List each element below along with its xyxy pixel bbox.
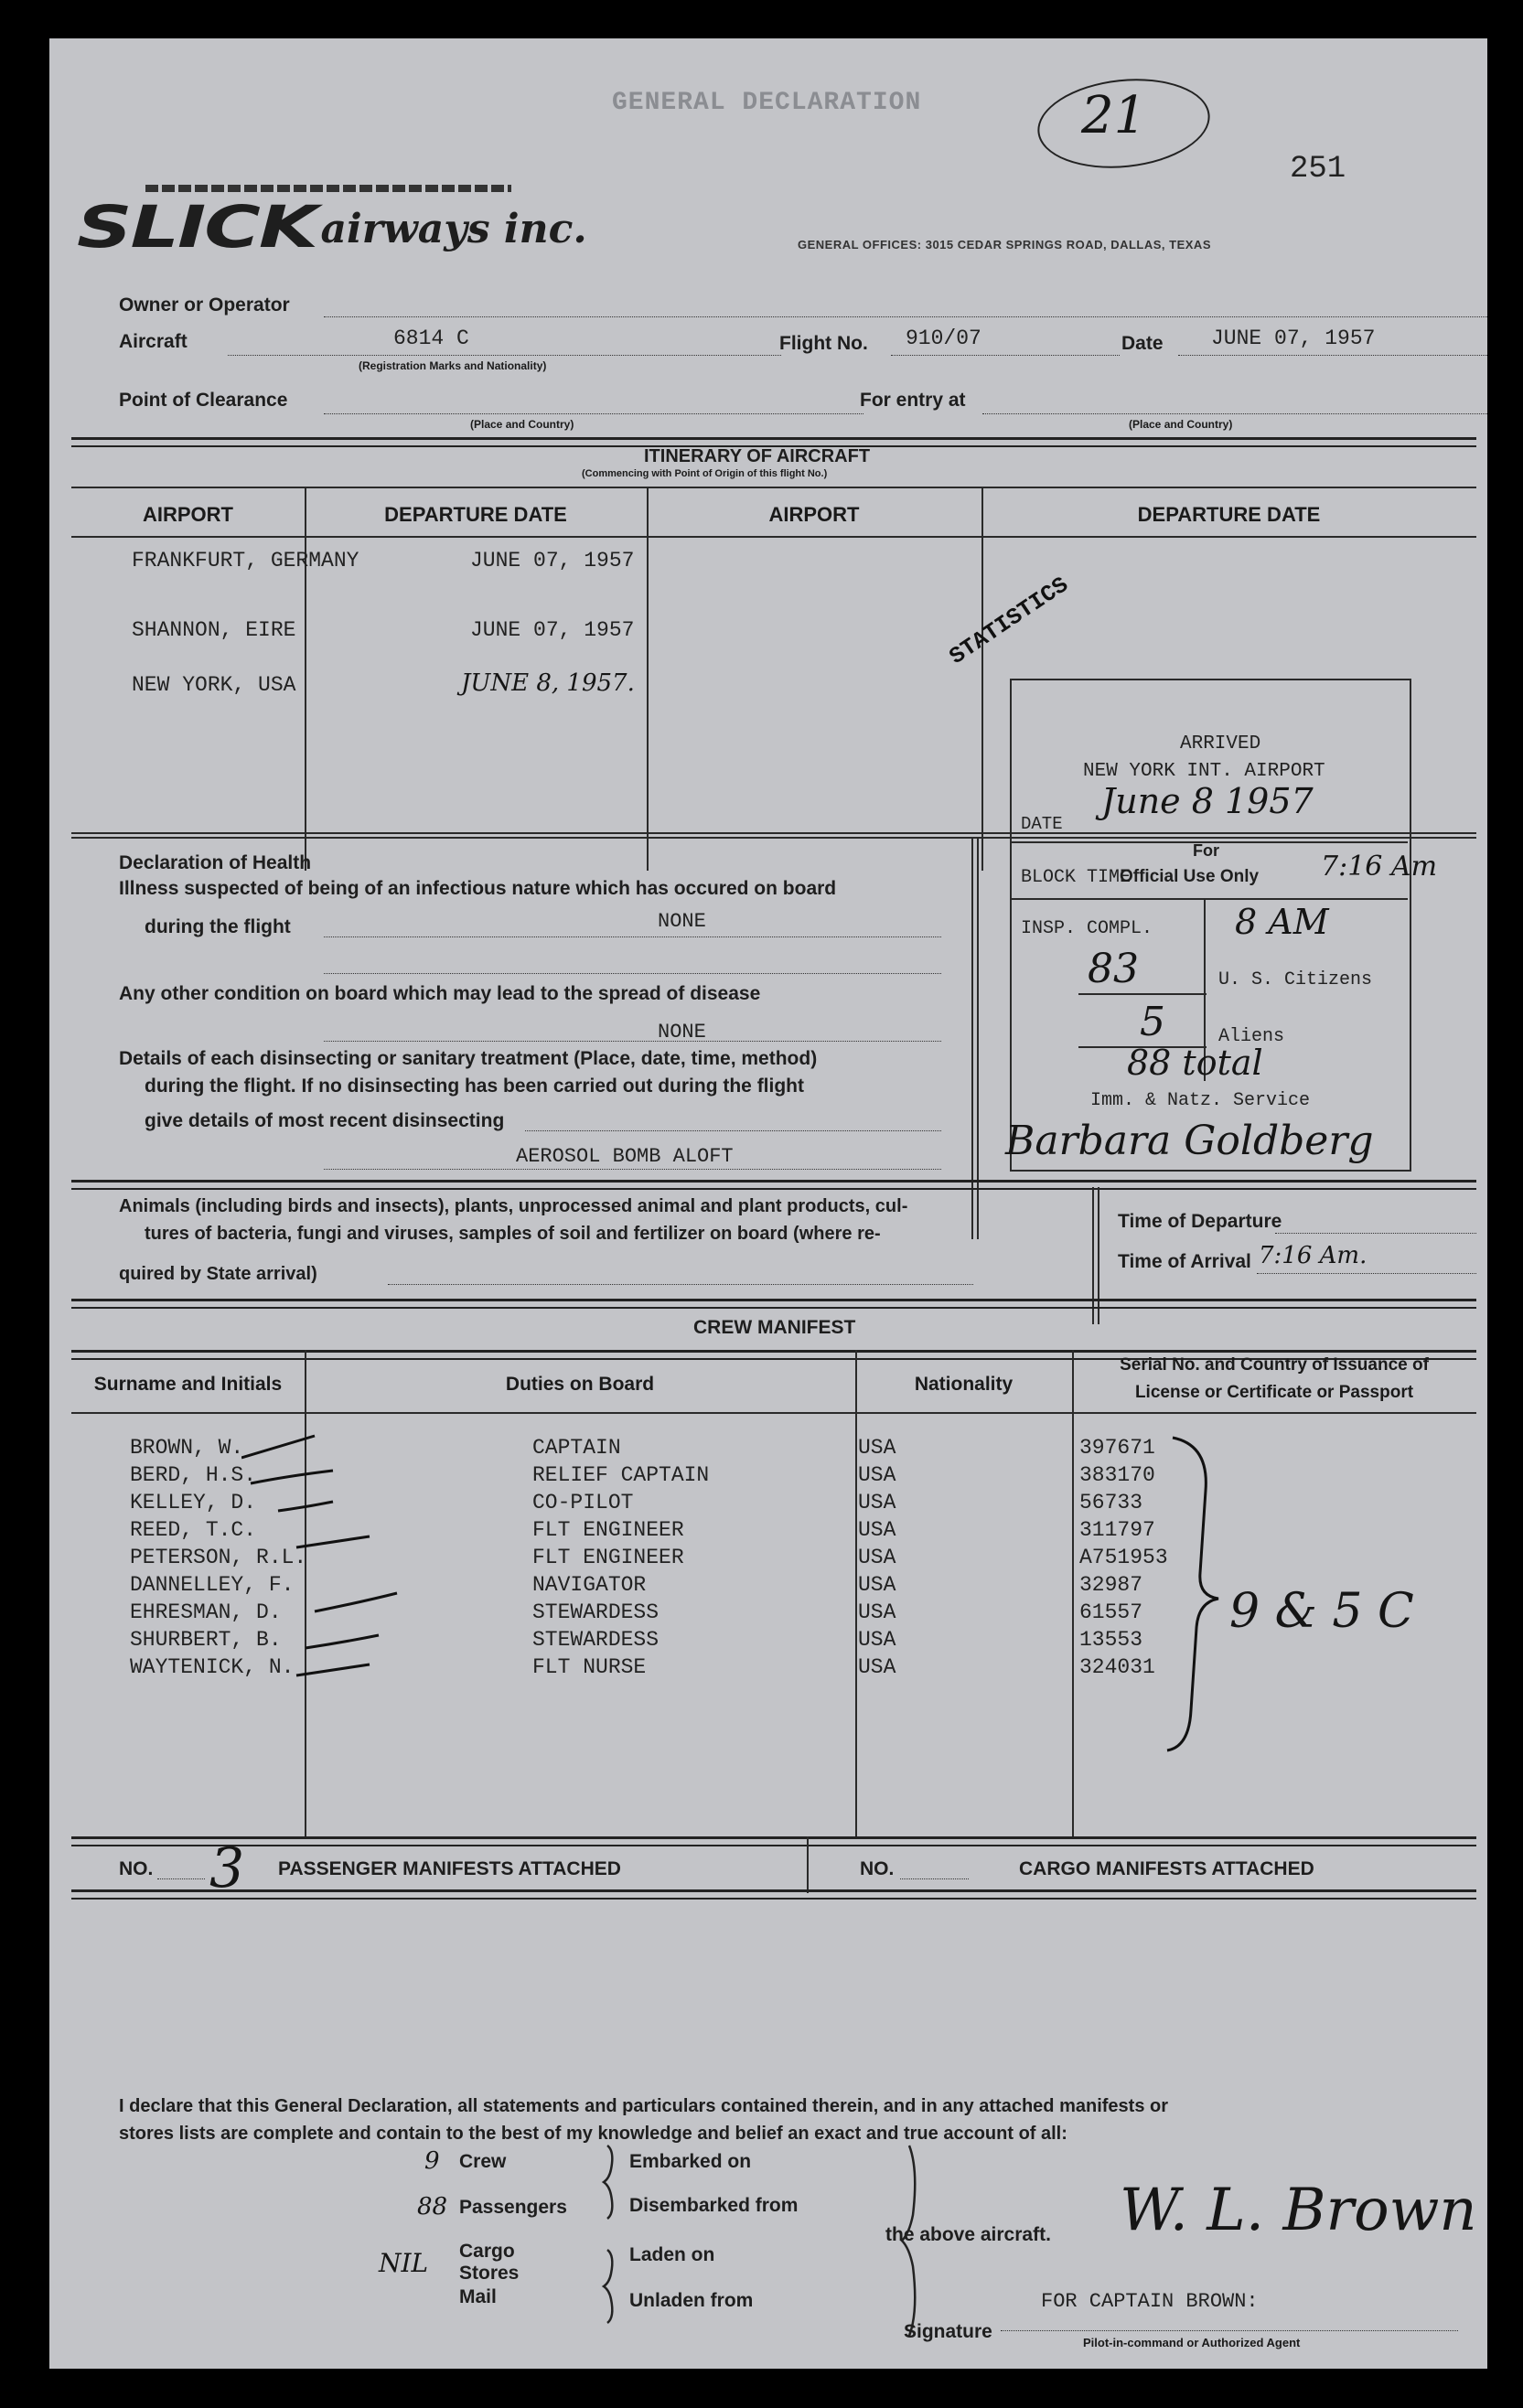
passenger-count: 3	[209, 1836, 245, 1900]
passenger-count-hand: 88	[417, 2193, 448, 2221]
arrival-time-label: Time of Arrival	[1118, 1251, 1251, 1272]
crew-header-name: Surname and Initials	[93, 1374, 283, 1395]
itinerary-row-1-airport: FRANKFURT, GERMANY	[132, 549, 359, 573]
crew-nationality: USA	[858, 1600, 896, 1624]
crew-count-label: Crew	[459, 2151, 507, 2172]
arrival-time-hand: 7:16 Am.	[1259, 1242, 1367, 1269]
block-time-hand: 7:16 Am	[1321, 851, 1438, 883]
registration-note: (Registration Marks and Nationality)	[359, 359, 547, 372]
crew-name: BROWN, W.	[130, 1436, 244, 1460]
crew-duty: CAPTAIN	[532, 1436, 621, 1460]
stamp-date-hand: June 8 1957	[1101, 781, 1314, 821]
crew-nationality: USA	[858, 1628, 896, 1652]
office-line: GENERAL OFFICES: 3015 CEDAR SPRINGS ROAD, DALLAS, TEXAS	[798, 238, 1211, 252]
crew-nationality: USA	[858, 1518, 896, 1542]
crew-serial: A751953	[1079, 1546, 1168, 1569]
crew-serial: 32987	[1079, 1573, 1143, 1597]
crew-header-serial-2: License or Certificate or Passport	[1134, 1383, 1414, 1402]
flight-value: 910/07	[906, 326, 981, 350]
declaration-form	[49, 38, 1487, 2369]
brand-main: SLICK	[77, 193, 317, 261]
aircraft-value: 6814 C	[393, 326, 469, 350]
entry-place-note: (Place and Country)	[1129, 418, 1233, 431]
disinfect-question-2: during the flight. If no disinsecting has been carried out during the flight	[145, 1076, 805, 1097]
circled-number-text: 21	[1081, 86, 1147, 145]
crew-bracket-note: 9 & 5 C	[1229, 1584, 1414, 1639]
itinerary-header-airport-1: AIRPORT	[143, 503, 233, 526]
itinerary-subtitle: (Commencing with Point of Origin of this flight No.)	[582, 468, 828, 479]
animals-question-3: quired by State arrival)	[119, 1264, 317, 1284]
crew-header-serial-1: Serial No. and Country of Issuance of	[1120, 1355, 1429, 1375]
service-label: Imm. & Natz. Service	[1090, 1090, 1311, 1111]
passenger-count-label: Passengers	[459, 2197, 567, 2218]
crew-serial: 311797	[1079, 1518, 1155, 1542]
crew-duty: STEWARDESS	[532, 1600, 660, 1624]
date-label: Date	[1121, 333, 1164, 354]
nil-hand: NIL	[379, 2248, 429, 2278]
crew-nationality: USA	[858, 1436, 896, 1460]
unladen-label: Unladen from	[629, 2290, 754, 2311]
officer-signature: Barbara Goldberg	[1005, 1118, 1374, 1164]
insp-label: INSP. COMPL.	[1021, 918, 1153, 939]
pilot-note: Pilot-in-command or Authorized Agent	[1083, 2336, 1301, 2349]
cargo-manifests-label: CARGO MANIFESTS ATTACHED	[1019, 1858, 1314, 1879]
crew-name: WAYTENICK, N.	[130, 1655, 295, 1679]
mail-label: Mail	[459, 2286, 497, 2307]
other-condition-question: Any other condition on board which may lead to the spread of disease	[119, 983, 761, 1004]
itinerary-header-date-2: DEPARTURE DATE	[1137, 503, 1321, 526]
itinerary-title: ITINERARY OF AIRCRAFT	[644, 446, 871, 466]
crew-check-marks	[241, 1429, 479, 1694]
clearance-label: Point of Clearance	[119, 390, 288, 411]
disinfect-question-3: give details of most recent disinsecting	[145, 1110, 505, 1131]
date-value: JUNE 07, 1957	[1211, 326, 1376, 350]
captain-signature: W. L. Brown	[1120, 2177, 1477, 2244]
crew-name: KELLEY, D.	[130, 1491, 257, 1514]
crew-duty: NAVIGATOR	[532, 1573, 647, 1597]
disinfect-value: AEROSOL BOMB ALOFT	[516, 1145, 734, 1168]
crew-nationality: USA	[858, 1491, 896, 1514]
animals-question-2: tures of bacteria, fungi and viruses, samples of soil and fertilizer on board (where re-	[145, 1224, 881, 1244]
laden-label: Laden on	[629, 2244, 715, 2265]
page-number: 251	[1290, 152, 1346, 187]
health-title: Declaration of Health	[119, 852, 312, 873]
insp-hand: 8 AM	[1235, 902, 1329, 942]
animals-question-1: Animals (including birds and insects), plants, unprocessed animal and plant products, cul-	[119, 1196, 908, 1216]
embarked-label: Embarked on	[629, 2151, 752, 2172]
block-time-label: BLOCK TIME	[1021, 867, 1132, 888]
crew-serial: 383170	[1079, 1463, 1155, 1487]
disembarked-label: Disembarked from	[629, 2195, 799, 2216]
crew-serial: 13553	[1079, 1628, 1143, 1652]
illness-value: NONE	[658, 910, 706, 933]
itinerary-row-2-airport: SHANNON, EIRE	[132, 618, 296, 642]
disinfect-question-1: Details of each disinsecting or sanitary treatment (Place, date, time, method)	[119, 1048, 818, 1069]
crew-brace	[1164, 1436, 1228, 1765]
crew-count-hand: 9	[424, 2147, 440, 2175]
itinerary-header-airport-2: AIRPORT	[768, 503, 860, 526]
crew-serial: 61557	[1079, 1600, 1143, 1624]
statistics-stamp: STATISTICS	[944, 572, 1074, 670]
total-hand: 88 total	[1127, 1043, 1263, 1083]
itinerary-row-2-date: JUNE 07, 1957	[470, 618, 635, 642]
us-label: U. S. Citizens	[1218, 969, 1373, 990]
flight-label: Flight No.	[779, 333, 868, 354]
for-captain-text: FOR CAPTAIN BROWN:	[1041, 2290, 1259, 2313]
brand-suffix: airways inc.	[320, 206, 587, 252]
crew-serial: 324031	[1079, 1655, 1155, 1679]
crew-name: BERD, H.S.	[130, 1463, 257, 1487]
passenger-manifests-label: PASSENGER MANIFESTS ATTACHED	[278, 1858, 621, 1879]
itinerary-row-3-date: JUNE 8, 1957.	[461, 669, 635, 697]
crew-serial: 56733	[1079, 1491, 1143, 1514]
us-count: 83	[1088, 946, 1139, 992]
declaration-text-1: I declare that this General Declaration, all statements and particulars contained therein, and in any attached manifests or	[119, 2096, 1169, 2116]
stamp-airport: NEW YORK INT. AIRPORT	[1083, 761, 1325, 782]
crew-nationality: USA	[858, 1573, 896, 1597]
crew-header-nationality: Nationality	[914, 1374, 1014, 1395]
crew-nationality: USA	[858, 1546, 896, 1569]
signature-label: Signature	[904, 2321, 992, 2342]
crew-name: SHURBERT, B.	[130, 1628, 282, 1652]
crew-nationality: USA	[858, 1463, 896, 1487]
above-aircraft-label: the above aircraft.	[885, 2224, 1051, 2245]
crew-duty: FLT ENGINEER	[532, 1518, 684, 1542]
itinerary-row-1-date: JUNE 07, 1957	[470, 549, 635, 573]
alien-label: Aliens	[1218, 1026, 1285, 1047]
illness-question-2: during the flight	[145, 916, 291, 937]
alien-count: 5	[1140, 999, 1165, 1045]
other-condition-value: NONE	[658, 1021, 706, 1043]
crew-duty: CO-PILOT	[532, 1491, 634, 1514]
logo-stripe	[145, 185, 511, 192]
aircraft-label: Aircraft	[119, 331, 188, 352]
stamp-arrived: ARRIVED	[1180, 733, 1261, 755]
cargo-no-label: NO.	[860, 1858, 895, 1879]
official-use: Official Use Only	[1120, 867, 1260, 886]
crew-duty: STEWARDESS	[532, 1628, 660, 1652]
entry-label: For entry at	[860, 390, 966, 411]
passenger-no-label: NO.	[119, 1858, 154, 1879]
faded-title: GENERAL DECLARATION	[612, 89, 922, 117]
stamp-date-label: DATE	[1021, 814, 1063, 834]
crew-name: DANNELLEY, F.	[130, 1573, 295, 1597]
crew-duty: FLT NURSE	[532, 1655, 647, 1679]
illness-question-1: Illness suspected of being of an infectious nature which has occured on board	[119, 878, 837, 899]
official-for: For	[1193, 841, 1219, 860]
cargo-label: Cargo	[459, 2241, 515, 2262]
crew-name: PETERSON, R.L.	[130, 1546, 307, 1569]
declaration-text-2: stores lists are complete and contain to the best of my knowledge and belief an exact and true account of all:	[119, 2124, 1067, 2144]
crew-name: EHRESMAN, D.	[130, 1600, 282, 1624]
crew-duty: FLT ENGINEER	[532, 1546, 684, 1569]
crew-name: REED, T.C.	[130, 1518, 257, 1542]
crew-serial: 397671	[1079, 1436, 1155, 1460]
crew-nationality: USA	[858, 1655, 896, 1679]
stores-label: Stores	[459, 2263, 520, 2284]
crew-title: CREW MANIFEST	[693, 1317, 856, 1338]
departure-time-label: Time of Departure	[1118, 1211, 1282, 1232]
crew-duty: RELIEF CAPTAIN	[532, 1463, 710, 1487]
itinerary-row-3-airport: NEW YORK, USA	[132, 673, 296, 697]
itinerary-header-date-1: DEPARTURE DATE	[384, 503, 567, 526]
owner-label: Owner or Operator	[119, 294, 290, 316]
crew-header-duties: Duties on Board	[505, 1374, 655, 1395]
clearance-place-note: (Place and Country)	[470, 418, 574, 431]
